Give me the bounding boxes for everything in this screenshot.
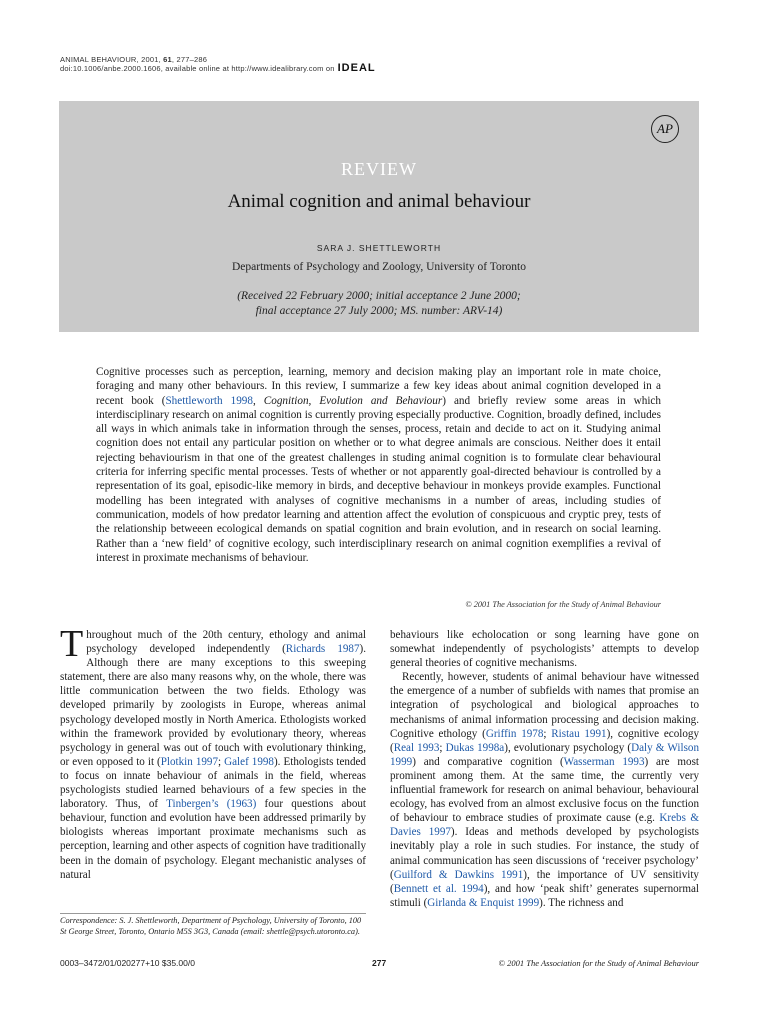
abstract-copyright: © 2001 The Association for the Study of Animal Behaviour bbox=[465, 600, 661, 609]
correspondence-note: Correspondence: S. J. Shettleworth, Department of Psychology, University of Toronto, 100 St George Street, Toronto, Ontario M5S 3G3, Canada (email: shettle@psych.utoronto.ca). bbox=[60, 913, 366, 937]
book-title: Cognition, Evolution and Behaviour bbox=[263, 394, 443, 407]
ref-link[interactable]: Griffin 1978 bbox=[485, 727, 544, 740]
abstract: Cognitive processes such as perception, learning, memory and decision making play an important role in mate choice, foraging and many other behaviours. In this review, I summarize a few key ideas about animal cognition developed in a recent book (Shettleworth 1998, Cognition, Evolution and Behaviour) and briefly review some areas in which interdisciplinary research on animal cognition is currently proving especially productive. Cognition, broadly defined, includes all ways in which animals take in information through the senses, process, retain and decide to act on it. Studying animal cognition does not entail any particular position on whether or to what degree animals are conscious. Neither does it entail rejecting behaviourism in that one of the greatest challenges in studing animal cognition is to formulate clear behavioural criteria for inferring specific mental processes. Tests of whether or not apparently goal-directed behaviour is controlled by a representation of its goal, episodic-like memory in birds, and deceptive behaviour in monkeys provide examples. Functional modelling has been integrated with analyses of cognitive mechanisms in a number of areas, including studies of communication, models of how predator learning and attention affect the evolution of conspicuous and cryptic prey, tests of the relationship betweeen ecological demands on spatial cognition and brain evolution, and in research on social learning. Rather than a ‘new field’ of cognitive ecology, such interdisciplinary research on animal cognition exemplifies a revival of interest in proximate mechanisms of behaviour. bbox=[96, 366, 661, 564]
ref-link[interactable]: Tinbergen’s (1963) bbox=[166, 798, 257, 811]
paragraph: Recently, however, students of animal behaviour have witnessed the emergence of a number of subfields with names that promise an integration of psychological and biological approaches to mechanisms of animal information processing and decision making. Cognitive ethology (Griffin 1978; Ristau 1991), cognitive ecology (Real 1993; Dukas 1998a), evolutionary psychology (Daly & Wilson 1999) and comparative cognition (Wasserman 1993) are most prominent among them. At the same time, the currently very influential framework for research on animal behaviour, behavioural ecology, has evolved from an almost exclusive focus on the function of behaviour to embrace studies of proximate cause (e.g. Krebs & Davies 1997). Ideas and methods developed by psychologists inevitably play a role in such studies. For instance, the study of animal communication has seen discussions of ‘receiver psychology’ (Guilford & Dawkins 1991), the importance of UV sensitivity (Bennett et al. 1994), and how ‘peak shift’ generates supernormal stimuli (Girlanda & Enquist 1999). The richness and bbox=[390, 671, 700, 909]
journal-citation: ANIMAL BEHAVIOUR, 2001, 61, 277–286 bbox=[60, 55, 208, 64]
footer-copyright: © 2001 The Association for the Study of Animal Behaviour bbox=[498, 958, 699, 968]
ref-link[interactable]: Richards 1987 bbox=[285, 643, 360, 656]
body-column-left: Throughout much of the 20th century, ethology and animal psychology developed independently (Richards 1987). Although there are many exceptions to this sweeping statement, there are also many reasons why, on the whole, there was little communication between the two fields. Ethology was developed primarily by zoologists in Europe, whereas animal psychology developed mostly in North America. Ethologists worked within the framework provided by evolutionary theory, whereas psychology in general was out of touch with evolutionary thinking, or even opposed to it (Plotkin 1997; Galef 1998). Ethologists tended to focus on innate behaviour of animals in the field, whereas psychologists studied learned behaviours of a few species in the laboratory. Thus, of Tinbergen’s (1963) four questions about behaviour, function and evolution have been addressed primarily by biologists whereas important proximate mechanisms such as perception, learning and other aspects of cognition have traditionally been in the domain of psychology. Elegant mechanistic analyses of natural bbox=[60, 623, 367, 881]
ref-link[interactable]: Dukas 1998a bbox=[445, 741, 505, 754]
ref-link[interactable]: Real 1993 bbox=[393, 741, 440, 754]
ref-link[interactable]: Ristau 1991 bbox=[551, 727, 607, 740]
journal-volume: 61 bbox=[163, 55, 172, 64]
page-number: 277 bbox=[372, 958, 387, 968]
issn-price: 0003–3472/01/020277+10 $35.00/0 bbox=[60, 958, 195, 968]
ap-publisher-logo: AP bbox=[651, 115, 679, 143]
ref-link[interactable]: Daly & Wilson 1999 bbox=[390, 741, 699, 768]
doi-line: doi:10.1006/anbe.2000.1606, available online at http://www.idealibrary.com on bbox=[60, 64, 335, 73]
journal-header bbox=[60, 55, 376, 73]
ref-link[interactable]: Guilford & Dawkins 1991 bbox=[393, 868, 524, 881]
ref-link[interactable]: Wasserman 1993 bbox=[563, 755, 645, 768]
ref-link[interactable]: Galef 1998 bbox=[224, 755, 274, 768]
author-name: SARA J. SHETTLEWORTH bbox=[316, 243, 442, 253]
ref-link[interactable]: Plotkin 1997 bbox=[160, 755, 219, 768]
body-column-right bbox=[390, 628, 699, 910]
section-label: REVIEW bbox=[341, 159, 417, 179]
ideal-logo: IDEAL bbox=[337, 62, 376, 74]
ref-link[interactable]: Girlanda & Enquist 1999 bbox=[427, 896, 540, 909]
ref-link[interactable]: Krebs & Davies 1997 bbox=[390, 812, 699, 839]
title-banner bbox=[59, 101, 699, 332]
author-affiliation: Departments of Psychology and Zoology, University of Toronto bbox=[231, 261, 526, 273]
received-dates: (Received 22 February 2000; initial acceptance 2 June 2000; final acceptance 27 July 2000; MS. number: ARV-14) bbox=[237, 290, 521, 317]
ref-link[interactable]: Bennett et al. 1994 bbox=[393, 882, 484, 895]
article-title: Animal cognition and animal behaviour bbox=[227, 191, 531, 212]
drop-cap: T bbox=[60, 623, 84, 665]
ref-link[interactable]: Shettleworth 1998 bbox=[165, 394, 253, 407]
paragraph: behaviours like echolocation or song learning have gone on somewhat independently of psychologists’ attempts to develop general theories of cognitive mechanisms. bbox=[390, 629, 699, 670]
